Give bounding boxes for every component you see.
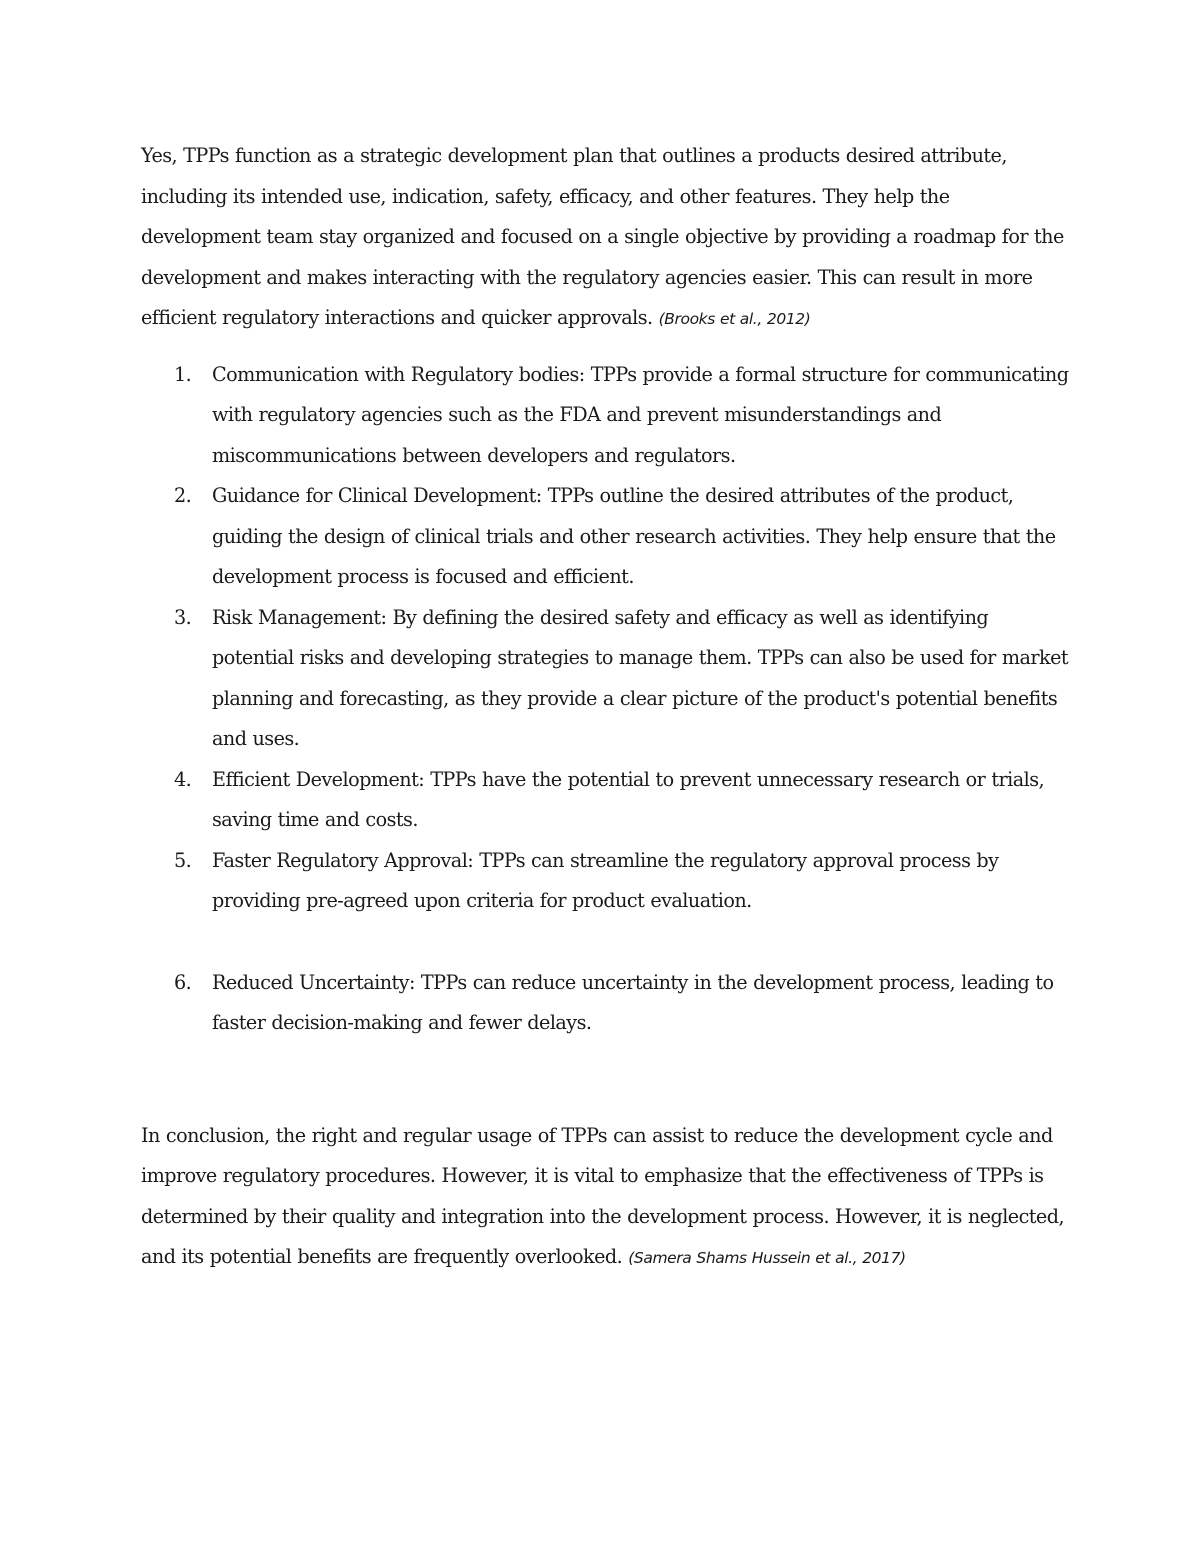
list-item (141, 963, 1071, 1044)
intro-paragraph (141, 136, 1071, 340)
list-item-text: Risk Management: By defining the desired safety and efficacy as well as identifying potential risks and developing strategies to manage them. TPPs can also be used for market planning and forecasting, as they provide a clear picture of the product's potential benefits and uses. (212, 605, 1069, 750)
list-item-text: Efficient Development: TPPs have the potential to prevent unnecessary research or trials, saving time and costs. (212, 767, 1045, 831)
list-item-number: 5. (174, 848, 192, 872)
list-item-number: 6. (174, 970, 192, 994)
list-item (141, 598, 1071, 760)
list-item-text: Communication with Regulatory bodies: TPPs provide a formal structure for communicating with regulatory agencies such as the FDA and prevent misunderstandings and miscommunications between developers and regulators. (212, 362, 1069, 467)
list-item-text: Reduced Uncertainty: TPPs can reduce uncertainty in the development process, leading to faster decision-making and fewer delays. (212, 970, 1054, 1034)
list-item (141, 760, 1071, 841)
list-item (141, 476, 1071, 598)
list-item-text: Faster Regulatory Approval: TPPs can streamline the regulatory approval process by providing pre-agreed upon criteria for product evaluation. (212, 848, 999, 912)
list-item-number: 3. (174, 605, 192, 629)
list-item-number: 4. (174, 767, 192, 791)
conclusion-citation: (Samera Shams Hussein et al., 2017) (628, 1249, 906, 1267)
conclusion-paragraph (141, 1116, 1071, 1279)
numbered-list (141, 355, 1071, 1044)
document-body (141, 136, 1071, 1279)
list-item (141, 355, 1071, 477)
list-item-number: 1. (174, 362, 192, 386)
list-item (141, 841, 1071, 922)
intro-text: Yes, TPPs function as a strategic development plan that outlines a products desired attribute, including its intended use, indication, safety, efficacy, and other features. They help the development team stay organized and focused on a single objective by providing a roadmap for the development and makes interacting with the regulatory agencies easier. This can result in more efficient regulatory interactions and quicker approvals. (141, 144, 1064, 329)
intro-citation: (Brooks et al., 2012) (658, 310, 811, 328)
list-item-text: Guidance for Clinical Development: TPPs outline the desired attributes of the product, guiding the design of clinical trials and other research activities. They help ensure that the development process is focused and efficient. (212, 484, 1056, 588)
conclusion-text: In conclusion, the right and regular usage of TPPs can assist to reduce the development cycle and improve regulatory procedures. However, it is vital to emphasize that the effectiveness of TPPs is determined by their quality and integration into the development process. However, it is neglected, and its potential benefits are frequently overlooked. (141, 1123, 1065, 1268)
list-item-number: 2. (174, 484, 192, 507)
